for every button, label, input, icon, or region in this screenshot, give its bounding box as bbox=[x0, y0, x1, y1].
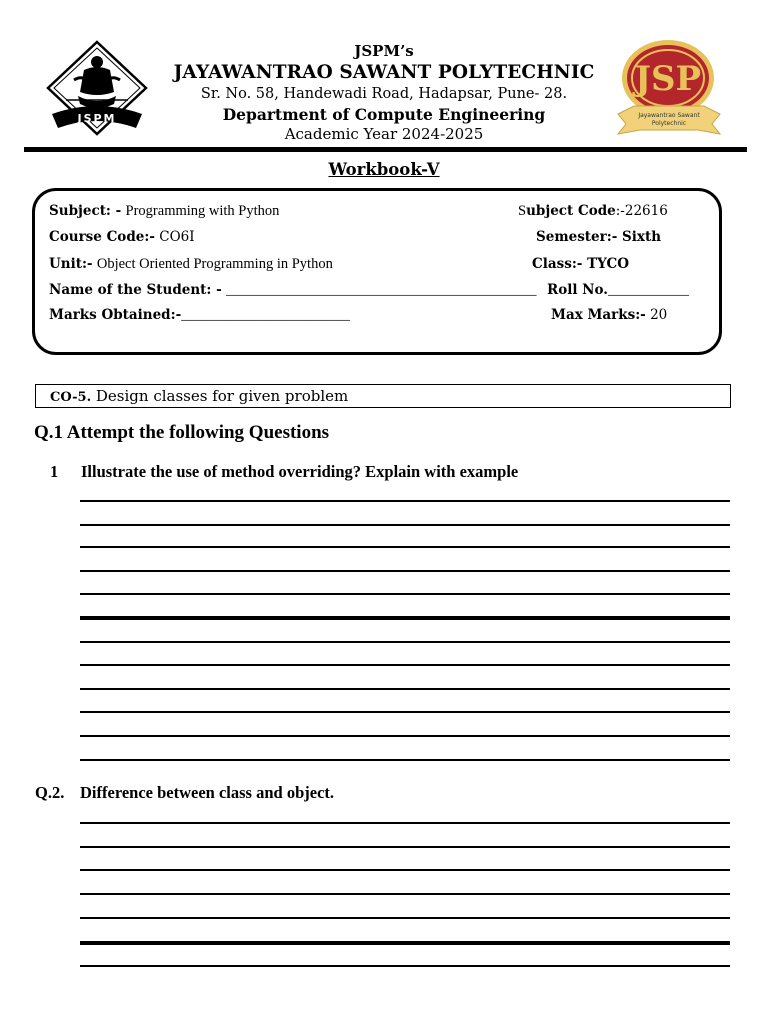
max-marks-row bbox=[551, 307, 667, 323]
answer-line[interactable] bbox=[80, 641, 730, 643]
course-outcome-text: Design classes for given problem bbox=[95, 387, 349, 405]
answer-line[interactable] bbox=[80, 917, 730, 919]
unit-row bbox=[49, 256, 333, 273]
subject-value: Programming with Python bbox=[125, 203, 280, 219]
answer-line[interactable] bbox=[80, 500, 730, 502]
answer-line[interactable] bbox=[80, 846, 730, 848]
student-name-blank[interactable]: ______________________________________________ bbox=[225, 282, 537, 297]
college-name: JAYAWANTRAO SAWANT POLYTECHNIC bbox=[173, 62, 595, 83]
org-name: JSPM’s bbox=[354, 42, 414, 60]
student-name-row bbox=[49, 282, 536, 298]
answer-line[interactable] bbox=[80, 735, 730, 737]
semester-row bbox=[536, 229, 661, 245]
answer-line[interactable] bbox=[80, 664, 730, 666]
answer-line[interactable] bbox=[80, 965, 730, 967]
workbook-title: Workbook-V bbox=[328, 160, 440, 179]
q2-number: Q.2. bbox=[35, 783, 65, 802]
course-outcome bbox=[50, 387, 348, 405]
roll-no-label: Roll No. bbox=[547, 282, 608, 298]
jspm-emblem-lettering: JSPM bbox=[77, 112, 117, 125]
class-row bbox=[532, 256, 629, 272]
roll-no-row bbox=[547, 282, 689, 298]
class-label: Class:- TYCO bbox=[532, 256, 630, 272]
svg-text:Polytechnic: Polytechnic bbox=[651, 120, 687, 127]
questions-heading: Q.1 Attempt the following Questions bbox=[34, 422, 330, 443]
answer-line[interactable] bbox=[80, 524, 730, 526]
answer-line[interactable] bbox=[80, 688, 730, 690]
department-name: Department of Compute Engineering bbox=[222, 105, 546, 124]
subject-code-row bbox=[518, 203, 668, 220]
answer-line[interactable] bbox=[80, 869, 730, 871]
answer-line[interactable] bbox=[80, 546, 730, 548]
marks-obtained-blank[interactable]: _________________________ bbox=[181, 307, 350, 322]
subject-code-label: ubject Code bbox=[526, 203, 616, 219]
subject-row bbox=[49, 203, 279, 220]
roll-no-blank[interactable]: ____________ bbox=[608, 282, 689, 297]
answer-line[interactable] bbox=[80, 570, 730, 572]
answer-line[interactable] bbox=[80, 616, 730, 620]
marks-obtained-row bbox=[49, 307, 350, 323]
course-outcome-label: CO-5. bbox=[50, 390, 92, 405]
college-address: Sr. No. 58, Handewadi Road, Hadapsar, Pune- 28. bbox=[200, 86, 568, 102]
answer-line[interactable] bbox=[80, 822, 730, 824]
svg-text:JSP: JSP bbox=[634, 59, 702, 99]
q1-text: Illustrate the use of method overriding? Explain with example bbox=[81, 462, 519, 481]
answer-line[interactable] bbox=[80, 893, 730, 895]
marks-obtained-label: Marks Obtained:- bbox=[49, 307, 182, 323]
course-code-label: Course Code:- bbox=[49, 229, 155, 245]
svg-text:Jayawantrao Sawant: Jayawantrao Sawant bbox=[638, 112, 700, 119]
answer-line[interactable] bbox=[80, 941, 730, 945]
answer-line[interactable] bbox=[80, 759, 730, 761]
unit-label: Unit:- bbox=[49, 256, 93, 272]
course-code-row bbox=[49, 229, 195, 245]
unit-value: Object Oriented Programming in Python bbox=[96, 256, 333, 272]
q2-text: Difference between class and object. bbox=[80, 783, 335, 802]
q1-number: 1 bbox=[50, 462, 59, 481]
subject-code-initial: S bbox=[518, 203, 527, 219]
subject-code-value: :-22616 bbox=[615, 203, 668, 219]
max-marks-value: 20 bbox=[650, 307, 668, 323]
semester-label: Semester:- Sixth bbox=[536, 229, 662, 245]
subject-label: Subject: - bbox=[49, 203, 122, 219]
header-divider bbox=[24, 147, 747, 152]
course-code-value: CO6I bbox=[159, 229, 195, 245]
answer-line[interactable] bbox=[80, 593, 730, 595]
academic-year: Academic Year 2024-2025 bbox=[284, 125, 484, 143]
student-name-label: Name of the Student: - bbox=[49, 282, 222, 298]
answer-line[interactable] bbox=[80, 711, 730, 713]
max-marks-label: Max Marks:- bbox=[551, 307, 646, 323]
